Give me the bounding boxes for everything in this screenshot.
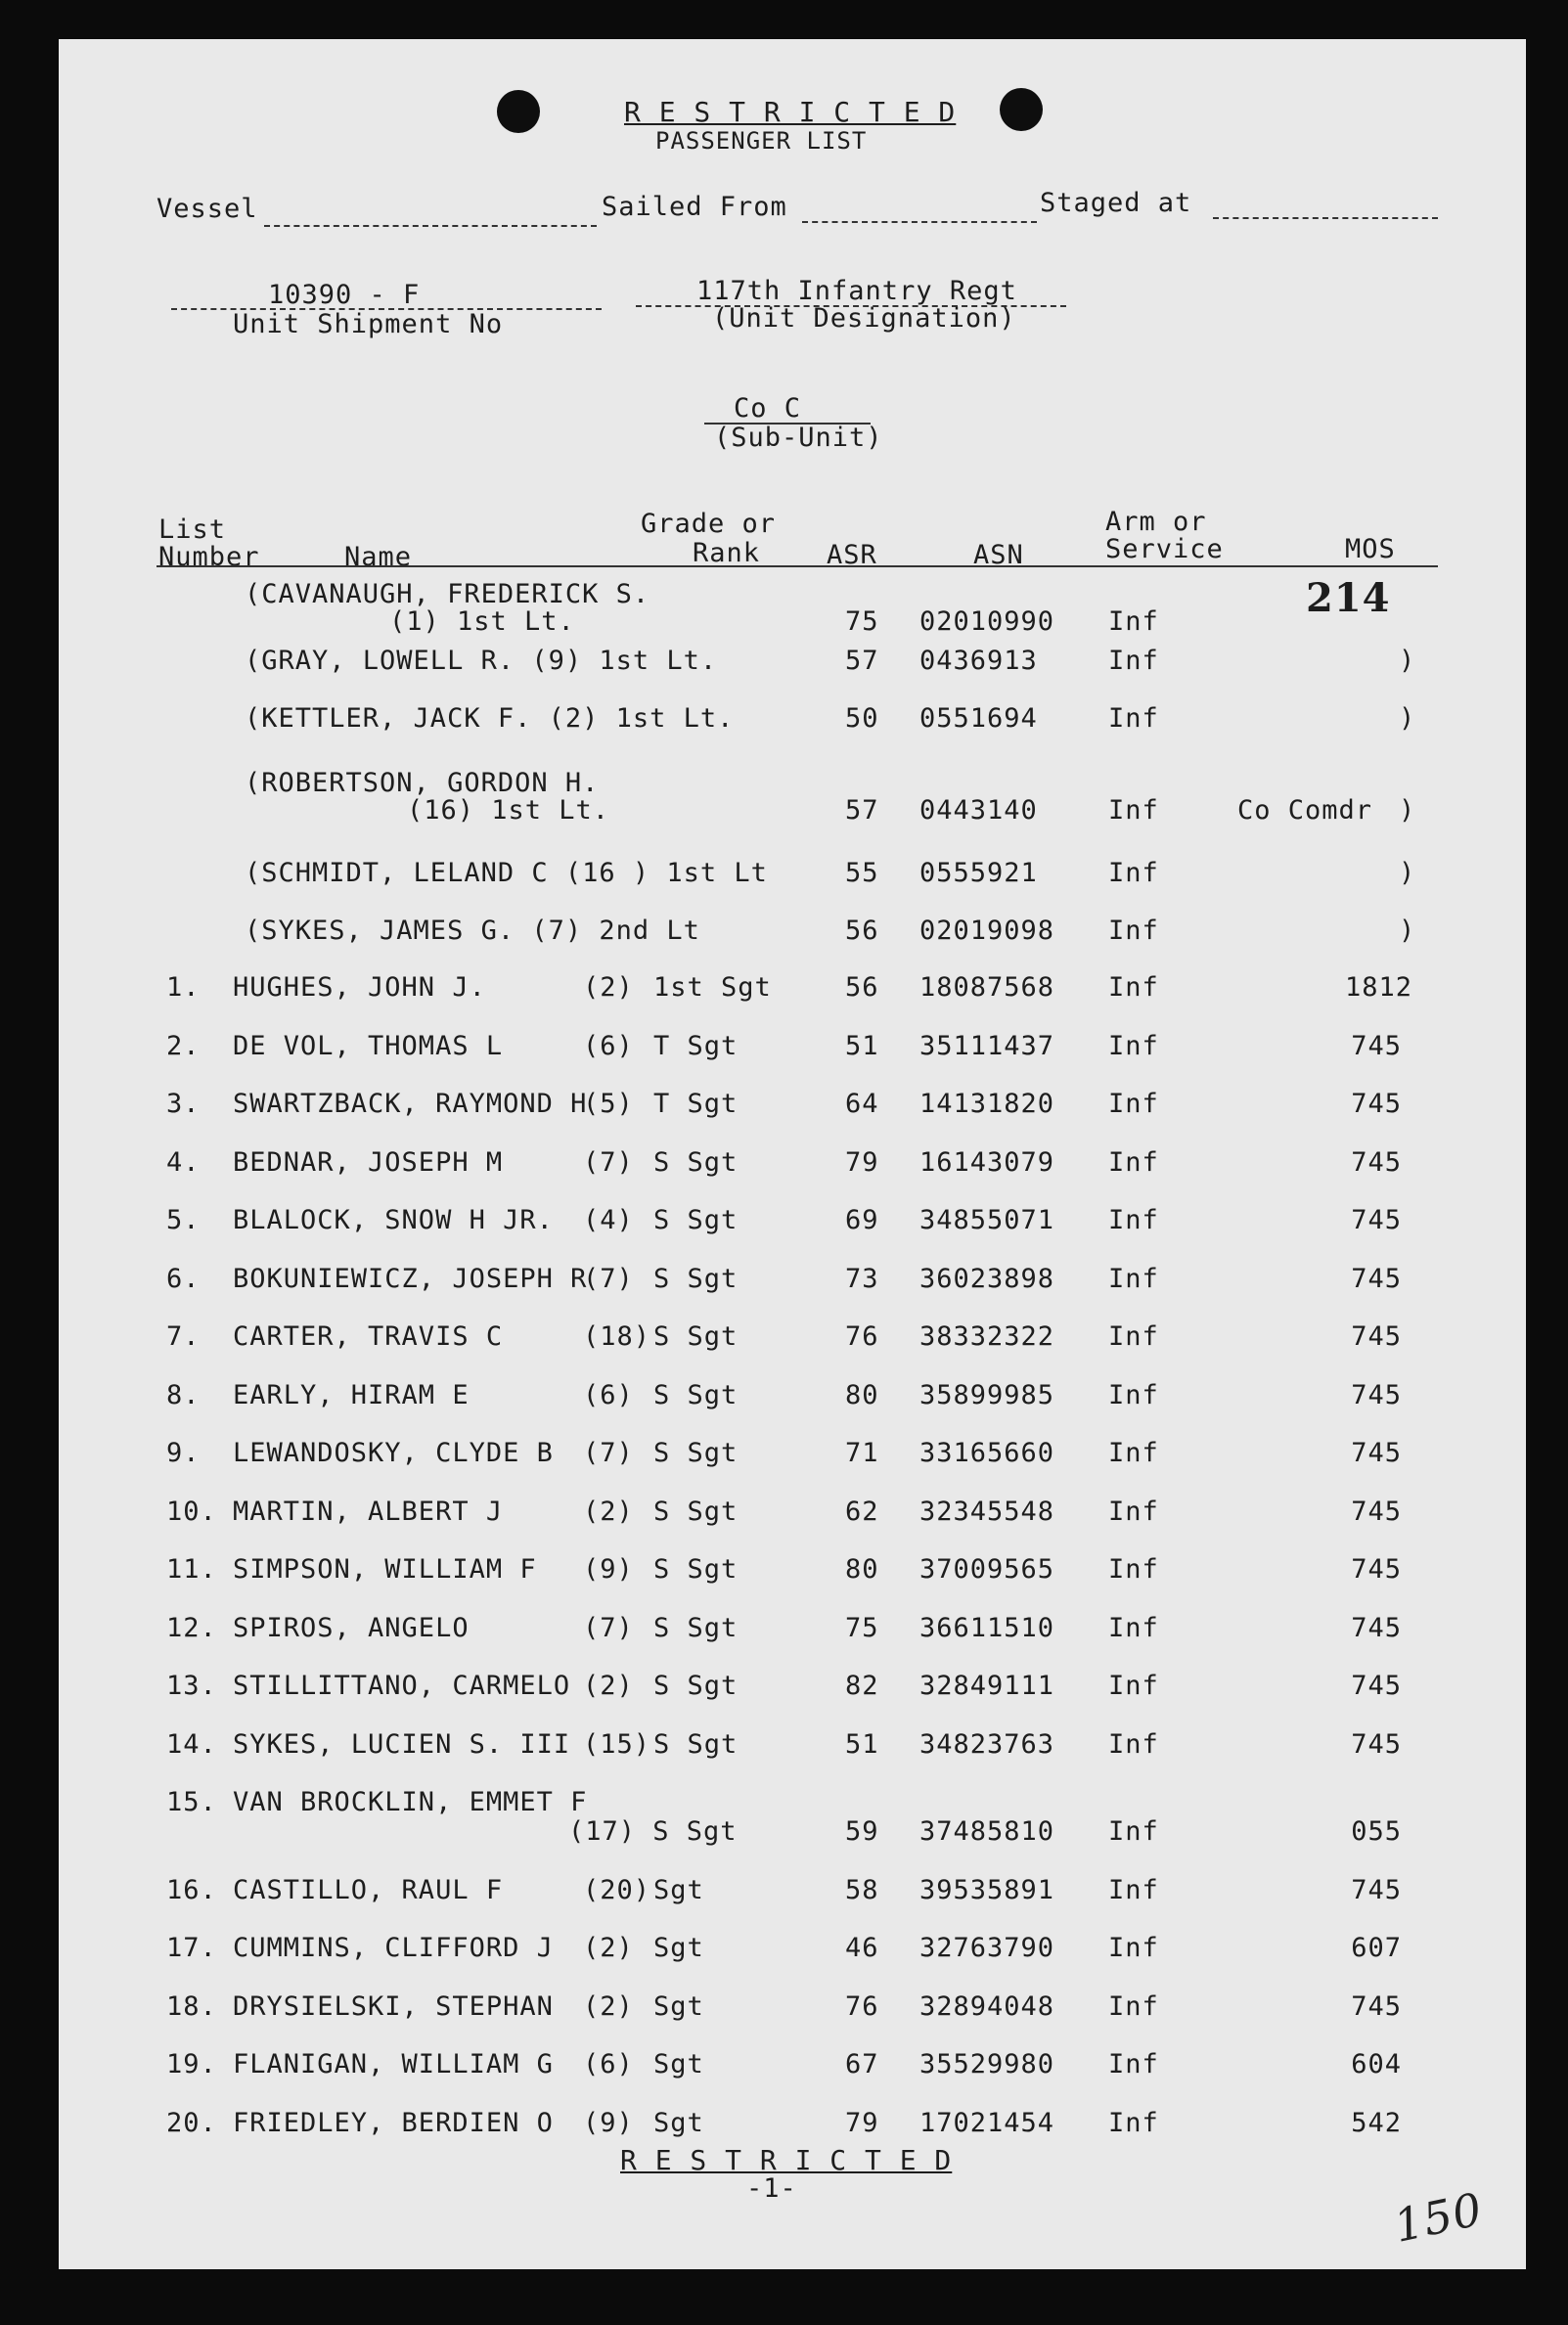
soldier-rank: S Sgt <box>653 1146 739 1178</box>
list-number: 19. <box>166 2049 217 2079</box>
soldier-name: FLANIGAN, WILLIAM G <box>233 2049 554 2079</box>
list-number: 8. <box>166 1379 201 1410</box>
document-page <box>59 39 1526 2269</box>
soldier-asr: 82 <box>845 1671 879 1701</box>
soldier-name: BOKUNIEWICZ, JOSEPH R <box>233 1263 588 1294</box>
soldier-code: (2) <box>583 1990 634 2022</box>
soldier-code: (2) <box>583 1496 634 1527</box>
list-number: 7. <box>166 1321 201 1352</box>
soldier-name: SWARTZBACK, RAYMOND H <box>233 1089 588 1119</box>
officer-bracket: ) <box>1399 795 1416 826</box>
soldier-rank: S Sgt <box>653 1554 739 1585</box>
soldier-mos: 745 <box>1351 1671 1402 1701</box>
soldier-arm: Inf <box>1108 2049 1159 2079</box>
soldier-asn: 38332322 <box>919 1321 1055 1352</box>
staged-at-blank <box>1213 217 1438 219</box>
soldier-asr: 64 <box>845 1089 879 1119</box>
list-number: 1. <box>166 972 201 1003</box>
soldier-arm: Inf <box>1108 1146 1159 1178</box>
soldier-name: BEDNAR, JOSEPH M <box>233 1146 504 1178</box>
mos-group-number: 214 <box>1306 575 1391 621</box>
officer-asn: 0436913 <box>919 646 1038 676</box>
list-number: 20. <box>166 2107 217 2138</box>
officer-asn: 0551694 <box>919 703 1038 734</box>
soldier-name: LEWANDOSKY, CLYDE B <box>233 1438 554 1468</box>
soldier-asr: 69 <box>845 1205 879 1235</box>
soldier-mos: 745 <box>1351 1728 1402 1760</box>
soldier-asn: 32894048 <box>919 1990 1055 2022</box>
officer-asr: 55 <box>845 858 879 888</box>
soldier-asr: 59 <box>845 1816 879 1847</box>
soldier-code: (5) <box>583 1089 634 1119</box>
soldier-code: (7) <box>583 1438 634 1468</box>
handwritten-page-mark: 150 <box>1389 2182 1488 2253</box>
soldier-asr: 62 <box>845 1496 879 1527</box>
soldier-arm: Inf <box>1108 1030 1159 1061</box>
soldier-mos: 745 <box>1351 1146 1402 1178</box>
column-grade: Grade or <box>641 509 777 539</box>
soldier-arm: Inf <box>1108 1990 1159 2022</box>
officer-bracket: ) <box>1399 703 1416 734</box>
soldier-arm: Inf <box>1108 1671 1159 1701</box>
soldier-arm: Inf <box>1108 2107 1159 2138</box>
soldier-asn: 32849111 <box>919 1671 1055 1701</box>
soldier-name: BLALOCK, SNOW H JR. <box>233 1205 554 1235</box>
staged-at-label: Staged at <box>1040 188 1192 218</box>
officer-bracket: ) <box>1399 646 1416 676</box>
column-arm: Arm or <box>1105 507 1207 537</box>
soldier-asr: 73 <box>845 1263 879 1294</box>
officer-name-grade: (SYKES, JAMES G. (7) 2nd Lt <box>245 916 700 946</box>
soldier-asn: 33165660 <box>919 1438 1055 1468</box>
sub-unit-label: (Sub-Unit) <box>714 423 883 453</box>
soldier-mos: 1812 <box>1345 972 1413 1003</box>
soldier-arm: Inf <box>1108 1321 1159 1352</box>
list-number: 12. <box>166 1612 217 1643</box>
column-mos: MOS <box>1345 534 1396 564</box>
officer-arm: Inf <box>1108 795 1159 826</box>
officer-asr: 57 <box>845 795 879 826</box>
soldier-asn: 18087568 <box>919 972 1055 1003</box>
soldier-asn: 35529980 <box>919 2049 1055 2079</box>
column-asr: ASR <box>827 540 877 570</box>
unit-shipment-label: Unit Shipment No <box>233 309 504 339</box>
soldier-name: CASTILLO, RAUL F <box>233 1874 504 1905</box>
list-number: 4. <box>166 1146 201 1178</box>
officer-asn: 02019098 <box>919 916 1055 946</box>
sailed-from-blank <box>802 221 1037 223</box>
restricted-footer: R E S T R I C T E D <box>620 2144 953 2176</box>
list-number: 9. <box>166 1438 201 1468</box>
list-number: 2. <box>166 1030 201 1061</box>
officer-asr: 57 <box>845 646 879 676</box>
officer-note: Co Comdr <box>1237 795 1373 826</box>
soldier-mos: 745 <box>1351 1089 1402 1119</box>
soldier-arm: Inf <box>1108 1612 1159 1643</box>
soldier-asn: 14131820 <box>919 1089 1055 1119</box>
officer-arm: Inf <box>1108 606 1159 637</box>
soldier-name: STILLITTANO, CARMELO <box>233 1671 571 1701</box>
soldier-mos: 604 <box>1351 2049 1402 2079</box>
soldier-asn: 34823763 <box>919 1728 1055 1760</box>
officer-arm: Inf <box>1108 703 1159 734</box>
soldier-rank: T Sgt <box>653 1030 739 1061</box>
soldier-asr: 79 <box>845 1146 879 1178</box>
page-number: -1- <box>746 2173 797 2204</box>
soldier-arm: Inf <box>1108 1263 1159 1294</box>
soldier-asr: 76 <box>845 1990 879 2022</box>
soldier-rank: Sgt <box>653 1874 704 1905</box>
soldier-name: MARTIN, ALBERT J <box>233 1496 504 1527</box>
soldier-name: FRIEDLEY, BERDIEN O <box>233 2107 554 2138</box>
soldier-rank: 1st Sgt <box>653 972 772 1003</box>
soldier-asn: 37009565 <box>919 1554 1055 1585</box>
column-rank: Rank <box>693 538 761 568</box>
punch-hole-right <box>1000 88 1043 131</box>
soldier-asr: 51 <box>845 1030 879 1061</box>
soldier-rank: Sgt <box>653 1990 704 2022</box>
soldier-rank: Sgt <box>653 2049 704 2079</box>
soldier-arm: Inf <box>1108 1379 1159 1410</box>
soldier-mos: 745 <box>1351 1205 1402 1235</box>
soldier-mos: 745 <box>1351 1263 1402 1294</box>
officer-name-grade: (ROBERTSON, GORDON H. <box>245 768 600 798</box>
soldier-code: (18) <box>583 1321 651 1352</box>
soldier-asn: 36611510 <box>919 1612 1055 1643</box>
officer-asr: 50 <box>845 703 879 734</box>
soldier-asn: 36023898 <box>919 1263 1055 1294</box>
vessel-blank <box>264 225 597 227</box>
soldier-arm: Inf <box>1108 1089 1159 1119</box>
column-service: Service <box>1105 534 1224 564</box>
soldier-code: (7) <box>583 1146 634 1178</box>
soldier-asn: 37485810 <box>919 1816 1055 1847</box>
soldier-code: (9) <box>583 1554 634 1585</box>
soldier-asr: 71 <box>845 1438 879 1468</box>
officer-name-grade: (KETTLER, JACK F. (2) 1st Lt. <box>245 703 735 734</box>
soldier-arm: Inf <box>1108 1438 1159 1468</box>
soldier-asr: 58 <box>845 1874 879 1905</box>
soldier-asn: 16143079 <box>919 1146 1055 1178</box>
soldier-asn: 32345548 <box>919 1496 1055 1527</box>
soldier-mos: 745 <box>1351 1874 1402 1905</box>
soldier-mos: 745 <box>1351 1379 1402 1410</box>
soldier-code: (7) <box>583 1612 634 1643</box>
soldier-rank: S Sgt <box>653 1438 739 1468</box>
soldier-rank: Sgt <box>653 2107 704 2138</box>
soldier-arm: Inf <box>1108 1816 1159 1847</box>
soldier-rank: S Sgt <box>653 1496 739 1527</box>
soldier-arm: Inf <box>1108 1496 1159 1527</box>
soldier-name: DE VOL, THOMAS L <box>233 1030 504 1061</box>
soldier-mos: 745 <box>1351 1030 1402 1061</box>
vessel-label: Vessel <box>157 194 258 224</box>
soldier-mos: 745 <box>1351 1612 1402 1643</box>
soldier-rank: Sgt <box>653 1933 704 1963</box>
soldier-asr: 76 <box>845 1321 879 1352</box>
soldier-code: (7) <box>583 1263 634 1294</box>
soldier-mos: 055 <box>1351 1816 1402 1847</box>
officer-bracket: ) <box>1399 916 1416 946</box>
column-name: Name <box>344 542 413 572</box>
soldier-grade: (17) S Sgt <box>568 1816 738 1847</box>
soldier-mos: 745 <box>1351 1321 1402 1352</box>
officer-arm: Inf <box>1108 916 1159 946</box>
list-number: 5. <box>166 1205 201 1235</box>
soldier-name: DRYSIELSKI, STEPHAN <box>233 1990 554 2022</box>
officer-name-grade: (SCHMIDT, LELAND C (16 ) 1st Lt <box>245 858 768 888</box>
soldier-code: (2) <box>583 972 634 1003</box>
list-number: 3. <box>166 1089 201 1119</box>
soldier-asr: 79 <box>845 2107 879 2138</box>
list-number: 13. <box>166 1671 217 1701</box>
list-number: 10. <box>166 1496 217 1527</box>
list-number: 17. <box>166 1933 217 1963</box>
soldier-name: SIMPSON, WILLIAM F <box>233 1554 537 1585</box>
soldier-asr: 80 <box>845 1379 879 1410</box>
soldier-code: (4) <box>583 1205 634 1235</box>
officer-asr: 56 <box>845 916 879 946</box>
soldier-name: CARTER, TRAVIS C <box>233 1321 504 1352</box>
soldier-asn: 32763790 <box>919 1933 1055 1963</box>
form-title: PASSENGER LIST <box>655 127 868 155</box>
list-number: 14. <box>166 1728 217 1760</box>
officer-arm: Inf <box>1108 858 1159 888</box>
soldier-mos: 745 <box>1351 1496 1402 1527</box>
column-list: List <box>158 514 227 545</box>
soldier-arm: Inf <box>1108 1933 1159 1963</box>
soldier-name: SPIROS, ANGELO <box>233 1612 470 1643</box>
officer-asr: 75 <box>845 606 879 637</box>
soldier-rank: T Sgt <box>653 1089 739 1119</box>
soldier-mos: 607 <box>1351 1933 1402 1963</box>
sub-unit: Co C <box>734 393 802 424</box>
soldier-mos: 745 <box>1351 1438 1402 1468</box>
soldier-rank: S Sgt <box>653 1728 739 1760</box>
soldier-asn: 17021454 <box>919 2107 1055 2138</box>
list-number: 11. <box>166 1554 217 1585</box>
soldier-mos: 745 <box>1351 1990 1402 2022</box>
officer-asn: 0443140 <box>919 795 1038 826</box>
soldier-arm: Inf <box>1108 972 1159 1003</box>
soldier-name: HUGHES, JOHN J. <box>233 972 486 1003</box>
list-number: 15. <box>166 1787 217 1817</box>
soldier-code: (6) <box>583 1030 634 1061</box>
soldier-name: CUMMINS, CLIFFORD J <box>233 1933 554 1963</box>
soldier-rank: S Sgt <box>653 1671 739 1701</box>
officer-arm: Inf <box>1108 646 1159 676</box>
officer-grade: (16) 1st Lt. <box>407 795 610 826</box>
soldier-rank: S Sgt <box>653 1379 739 1410</box>
officer-asn: 0555921 <box>919 858 1038 888</box>
soldier-asn: 35899985 <box>919 1379 1055 1410</box>
list-number: 18. <box>166 1990 217 2022</box>
soldier-rank: S Sgt <box>653 1263 739 1294</box>
soldier-asr: 51 <box>845 1728 879 1760</box>
soldier-arm: Inf <box>1108 1728 1159 1760</box>
officer-name-grade: (GRAY, LOWELL R. (9) 1st Lt. <box>245 646 718 676</box>
soldier-arm: Inf <box>1108 1554 1159 1585</box>
soldier-asr: 75 <box>845 1612 879 1643</box>
soldier-code: (9) <box>583 2107 634 2138</box>
soldier-asn: 39535891 <box>919 1874 1055 1905</box>
soldier-code: (6) <box>583 2049 634 2079</box>
soldier-code: (15) <box>583 1728 651 1760</box>
list-number: 16. <box>166 1874 217 1905</box>
column-asn: ASN <box>973 540 1024 570</box>
soldier-rank: S Sgt <box>653 1321 739 1352</box>
soldier-code: (6) <box>583 1379 634 1410</box>
restricted-header: R E S T R I C T E D <box>624 96 957 128</box>
soldier-name: EARLY, HIRAM E <box>233 1379 470 1410</box>
soldier-code: (20) <box>583 1874 651 1905</box>
header-rule <box>157 565 1438 567</box>
soldier-mos: 745 <box>1351 1554 1402 1585</box>
list-number: 6. <box>166 1263 201 1294</box>
soldier-rank: S Sgt <box>653 1205 739 1235</box>
soldier-arm: Inf <box>1108 1205 1159 1235</box>
officer-name-grade: (CAVANAUGH, FREDERICK S. <box>245 579 650 609</box>
soldier-rank: S Sgt <box>653 1612 739 1643</box>
unit-designation-label: (Unit Designation) <box>712 303 1016 334</box>
soldier-asn: 34855071 <box>919 1205 1055 1235</box>
soldier-arm: Inf <box>1108 1874 1159 1905</box>
soldier-name: VAN BROCKLIN, EMMET F <box>233 1787 588 1817</box>
soldier-code: (2) <box>583 1671 634 1701</box>
punch-hole-left <box>497 90 540 133</box>
soldier-asr: 56 <box>845 972 879 1003</box>
unit-shipment-no: 10390 - F <box>268 280 421 310</box>
soldier-asr: 46 <box>845 1933 879 1963</box>
column-number: Number <box>158 542 260 572</box>
officer-bracket: ) <box>1399 858 1416 888</box>
soldier-name: SYKES, LUCIEN S. III <box>233 1728 571 1760</box>
soldier-asn: 35111437 <box>919 1030 1055 1061</box>
unit-designation: 117th Infantry Regt <box>696 276 1017 306</box>
soldier-asr: 67 <box>845 2049 879 2079</box>
officer-grade: (1) 1st Lt. <box>389 606 575 637</box>
sailed-from-label: Sailed From <box>602 192 787 222</box>
soldier-code: (2) <box>583 1933 634 1963</box>
soldier-asr: 80 <box>845 1554 879 1585</box>
soldier-mos: 542 <box>1351 2107 1402 2138</box>
officer-asn: 02010990 <box>919 606 1055 637</box>
